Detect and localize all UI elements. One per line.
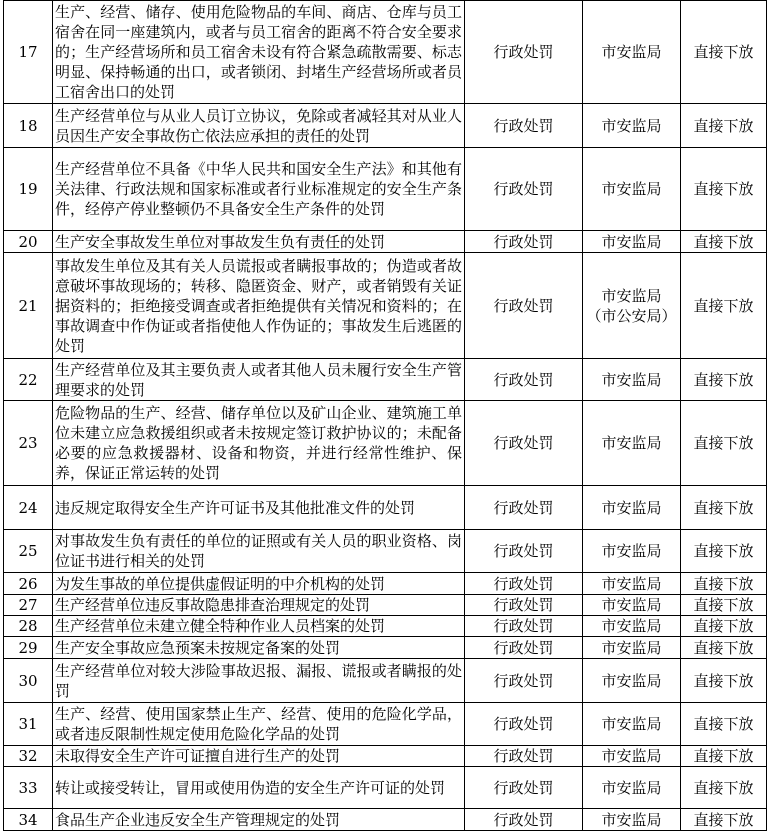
row-number: 21 — [4, 253, 53, 359]
department-name: 市安监局 — [601, 232, 662, 251]
table-row — [4, 1, 767, 104]
row-number: 19 — [4, 148, 53, 231]
row-number: 33 — [4, 767, 53, 809]
table-row — [4, 104, 767, 148]
implementing-department — [583, 637, 681, 659]
implementing-department — [583, 359, 681, 401]
department-name: 市安监局 — [601, 596, 662, 614]
item-description: 违反规定取得安全生产许可证书及其他批准文件的处罚 — [53, 486, 465, 530]
row-number: 28 — [4, 616, 53, 637]
delegation-mode: 直接下放 — [681, 148, 767, 231]
row-number: 30 — [4, 659, 53, 703]
power-type: 行政处罚 — [465, 530, 583, 573]
row-number: 31 — [4, 703, 53, 746]
department-name: 市安监局 — [601, 434, 662, 452]
department-name: 市安监局 — [601, 498, 662, 517]
delegation-mode: 直接下放 — [681, 746, 767, 767]
delegation-mode: 直接下放 — [681, 1, 767, 104]
row-number: 17 — [4, 1, 53, 104]
delegation-mode: 直接下放 — [681, 637, 767, 659]
item-description: 生产经营单位对较大涉险事故迟报、漏报、谎报或者瞒报的处罚 — [53, 659, 465, 703]
department-name: 市安监局 — [601, 574, 662, 593]
table-body — [4, 1, 767, 831]
item-description: 食品生产企业违反安全生产管理规定的处罚 — [53, 809, 465, 831]
row-number: 34 — [4, 809, 53, 831]
power-type: 行政处罚 — [465, 148, 583, 231]
delegation-mode: 直接下放 — [681, 253, 767, 359]
implementing-department — [583, 746, 681, 767]
row-number: 32 — [4, 746, 53, 767]
item-description: 生产、经营、储存、使用危险物品的车间、商店、仓库与员工宿舍在同一座建筑内，或者与员工宿舍的距离不符合安全要求的；生产经营场所和员工宿舍未设有符合紧急疏散需要、标志明显、保持畅通的出口，或者锁闭、封堵生产经营场所或者员工宿舍出口的处罚 — [53, 1, 465, 104]
delegation-mode: 直接下放 — [681, 401, 767, 486]
power-type: 行政处罚 — [465, 401, 583, 486]
power-type: 行政处罚 — [465, 231, 583, 253]
penalty-table — [3, 0, 767, 831]
implementing-department — [583, 401, 681, 486]
department-name: 市安监局 — [601, 542, 662, 560]
delegation-mode: 直接下放 — [681, 573, 767, 595]
item-description: 生产、经营、使用国家禁止生产、经营、使用的危险化学品，或者违反限制性规定使用危险化学品的处罚 — [53, 703, 465, 746]
table-row — [4, 573, 767, 595]
item-description: 生产经营单位与从业人员订立协议，免除或者减轻其对从业人员因生产安全事故伤亡依法应承担的责任的处罚 — [53, 104, 465, 148]
row-number: 20 — [4, 231, 53, 253]
implementing-department — [583, 595, 681, 616]
item-description: 生产经营单位未建立健全特种作业人员档案的处罚 — [53, 616, 465, 637]
row-number: 25 — [4, 530, 53, 573]
table-row — [4, 148, 767, 231]
implementing-department — [583, 573, 681, 595]
department-name: 市安监局 — [601, 617, 662, 635]
power-type: 行政处罚 — [465, 767, 583, 809]
delegation-mode: 直接下放 — [681, 703, 767, 746]
item-description: 生产安全事故应急预案未按规定备案的处罚 — [53, 637, 465, 659]
table-row — [4, 530, 767, 573]
power-type: 行政处罚 — [465, 659, 583, 703]
table-row — [4, 616, 767, 637]
row-number: 24 — [4, 486, 53, 530]
table-row — [4, 767, 767, 809]
item-description: 事故发生单位及其有关人员谎报或者瞒报事故的；伪造或者故意破坏事故现场的；转移、隐匿资金、财产，或者销毁有关证据资料的；拒绝接受调查或者拒绝提供有关情况和资料的；在事故调查中作伪证或者指使他人作伪证的；事故发生后逃匿的处罚 — [53, 253, 465, 359]
department-name: 市安监局 — [601, 778, 662, 797]
department-name: 市安监局 — [601, 715, 662, 733]
item-description: 转让或接受转让，冒用或使用伪造的安全生产许可证的处罚 — [53, 767, 465, 809]
delegation-mode: 直接下放 — [681, 104, 767, 148]
item-description: 生产安全事故发生单位对事故发生负有责任的处罚 — [53, 231, 465, 253]
delegation-mode: 直接下放 — [681, 767, 767, 809]
implementing-department — [583, 616, 681, 637]
row-number: 23 — [4, 401, 53, 486]
delegation-mode: 直接下放 — [681, 809, 767, 831]
item-description: 生产经营单位及其主要负责人或者其他人员未履行安全生产管理要求的处罚 — [53, 359, 465, 401]
delegation-mode: 直接下放 — [681, 530, 767, 573]
item-description: 生产经营单位不具备《中华人民共和国安全生产法》和其他有关法律、行政法规和国家标准或者行业标准规定的安全生产条件，经停产停业整顿仍不具备安全生产条件的处罚 — [53, 148, 465, 231]
power-type: 行政处罚 — [465, 486, 583, 530]
implementing-department — [583, 659, 681, 703]
table-row — [4, 746, 767, 767]
implementing-department — [583, 767, 681, 809]
row-number: 18 — [4, 104, 53, 148]
implementing-department — [583, 486, 681, 530]
implementing-department — [583, 231, 681, 253]
item-description: 生产经营单位违反事故隐患排查治理规定的处罚 — [53, 595, 465, 616]
power-type: 行政处罚 — [465, 104, 583, 148]
delegation-mode: 直接下放 — [681, 595, 767, 616]
department-name: 市安监局 — [601, 671, 662, 690]
row-number: 26 — [4, 573, 53, 595]
row-number: 22 — [4, 359, 53, 401]
delegation-mode: 直接下放 — [681, 486, 767, 530]
table-row — [4, 809, 767, 831]
item-description: 未取得安全生产许可证擅自进行生产的处罚 — [53, 746, 465, 767]
delegation-mode: 直接下放 — [681, 659, 767, 703]
item-description: 对事故发生负有责任的单位的证照或有关人员的职业资格、岗位证书进行相关的处罚 — [53, 530, 465, 573]
table-row — [4, 659, 767, 703]
power-type: 行政处罚 — [465, 616, 583, 637]
department-name: 市安监局 — [601, 810, 662, 829]
table-row — [4, 637, 767, 659]
department-name: 市安监局 — [601, 180, 662, 198]
power-type: 行政处罚 — [465, 746, 583, 767]
power-type: 行政处罚 — [465, 703, 583, 746]
power-type: 行政处罚 — [465, 573, 583, 595]
power-type: 行政处罚 — [465, 253, 583, 359]
item-description: 为发生事故的单位提供虚假证明的中介机构的处罚 — [53, 573, 465, 595]
power-type: 行政处罚 — [465, 1, 583, 104]
table-row — [4, 486, 767, 530]
power-type: 行政处罚 — [465, 637, 583, 659]
item-description: 危险物品的生产、经营、储存单位以及矿山企业、建筑施工单位未建立应急救援组织或者未按规定签订救护协议的；未配备必要的应急救援器材、设备和物资，并进行经常性维护、保养，保证正常运转的处罚 — [53, 401, 465, 486]
row-number: 27 — [4, 595, 53, 616]
table-row — [4, 231, 767, 253]
implementing-department — [583, 703, 681, 746]
department-name: 市安监局 — [601, 43, 662, 61]
power-type: 行政处罚 — [465, 359, 583, 401]
implementing-department — [583, 530, 681, 573]
delegation-mode: 直接下放 — [681, 359, 767, 401]
implementing-department — [583, 104, 681, 148]
table-row — [4, 703, 767, 746]
implementing-department — [583, 809, 681, 831]
implementing-department — [583, 1, 681, 104]
department-name: 市安监局 — [601, 370, 662, 389]
implementing-department — [583, 253, 681, 359]
delegation-mode: 直接下放 — [681, 231, 767, 253]
table-row — [4, 359, 767, 401]
department-name: 市安监局 — [601, 638, 662, 657]
power-type: 行政处罚 — [465, 809, 583, 831]
power-type: 行政处罚 — [465, 595, 583, 616]
row-number: 29 — [4, 637, 53, 659]
delegation-mode: 直接下放 — [681, 616, 767, 637]
implementing-department — [583, 148, 681, 231]
department-name: 市安监局 — [601, 286, 662, 305]
department-name: 市安监局 — [601, 747, 662, 765]
table-row — [4, 253, 767, 359]
table-row — [4, 595, 767, 616]
department-name: 市安监局 — [601, 116, 662, 135]
department-name-secondary: （市公安局） — [586, 306, 677, 325]
table-row — [4, 401, 767, 486]
